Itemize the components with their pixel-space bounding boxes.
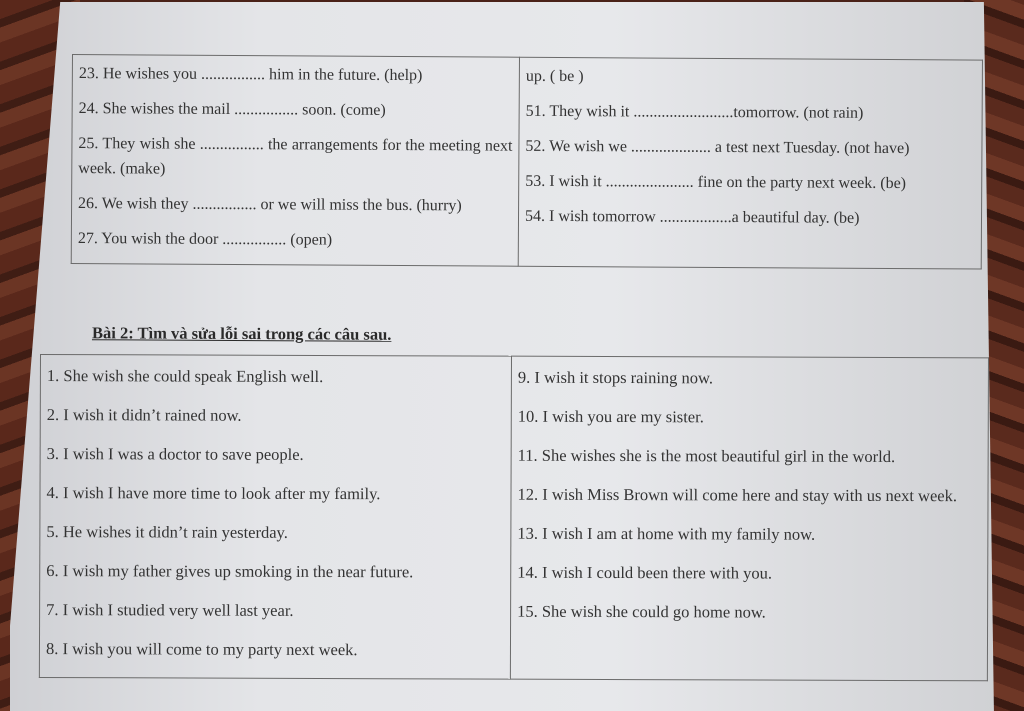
question-52: 52. We wish we .................... a test next Tuesday. (not have): [525, 137, 910, 158]
question-25: 25. They wish she ................ the arrangements for the meeting next week. (make): [78, 135, 513, 178]
sentence-9: 9. I wish it stops raining now.: [517, 367, 714, 388]
sentence-1: 1. She wish she could speak English well.: [46, 366, 324, 386]
sentence-13: 13. I wish I am at home with my family now.: [517, 523, 816, 544]
sentence-10: 10. I wish you are my sister.: [517, 406, 704, 427]
question-26: 26. We wish they ................ or we will miss the bus. (hurry): [78, 195, 462, 215]
question-51: 51. They wish it .........................tomorrow. (not rain): [525, 102, 864, 122]
exercise-2-table: [39, 354, 989, 681]
sentence-14: 14. I wish I could been there with you.: [517, 562, 773, 583]
sentence-7: 7. I wish I studied very well last year.: [46, 600, 294, 620]
exercise-2-left-column: [39, 355, 511, 680]
sentence-2: 2. I wish it didn’t rained now.: [46, 405, 242, 425]
exercise-1-table: [71, 54, 983, 270]
exercise-1-left-column: [71, 55, 519, 267]
sentence-5: 5. He wishes it didn’t rain yesterday.: [46, 522, 288, 542]
sentence-15: 15. She wish she could go home now.: [517, 601, 766, 622]
sentence-3: 3. I wish I was a doctor to save people.: [46, 444, 304, 464]
exercise-1-right-column: [518, 57, 982, 269]
question-23: 23. He wishes you ................ him in the future. (help): [78, 65, 423, 85]
question-54: 54. I wish tomorrow ..................a beautiful day. (be): [524, 207, 860, 227]
sentence-8: 8. I wish you will come to my party next week.: [45, 639, 358, 660]
sentence-6: 6. I wish my father gives up smoking in the near future.: [46, 561, 414, 582]
question-53: 53. I wish it ...................... fine on the party next week. (be): [525, 172, 907, 193]
sentence-4: 4. I wish I have more time to look after my family.: [46, 483, 381, 504]
exercise-2-right-column: [510, 356, 988, 681]
question-24: 24. She wishes the mail ................ soon. (come): [78, 100, 386, 119]
sentence-11: 11. She wishes she is the most beautiful girl in the world.: [517, 445, 896, 466]
exercise-2-heading: Bài 2: Tìm và sửa lỗi sai trong các câu sau.: [91, 323, 392, 344]
question-50-continued: up. ( be ): [525, 67, 584, 86]
sentence-12: 12. I wish Miss Brown will come here and stay with us next week.: [517, 484, 958, 506]
question-27: 27. You wish the door ................ (open): [77, 230, 333, 249]
